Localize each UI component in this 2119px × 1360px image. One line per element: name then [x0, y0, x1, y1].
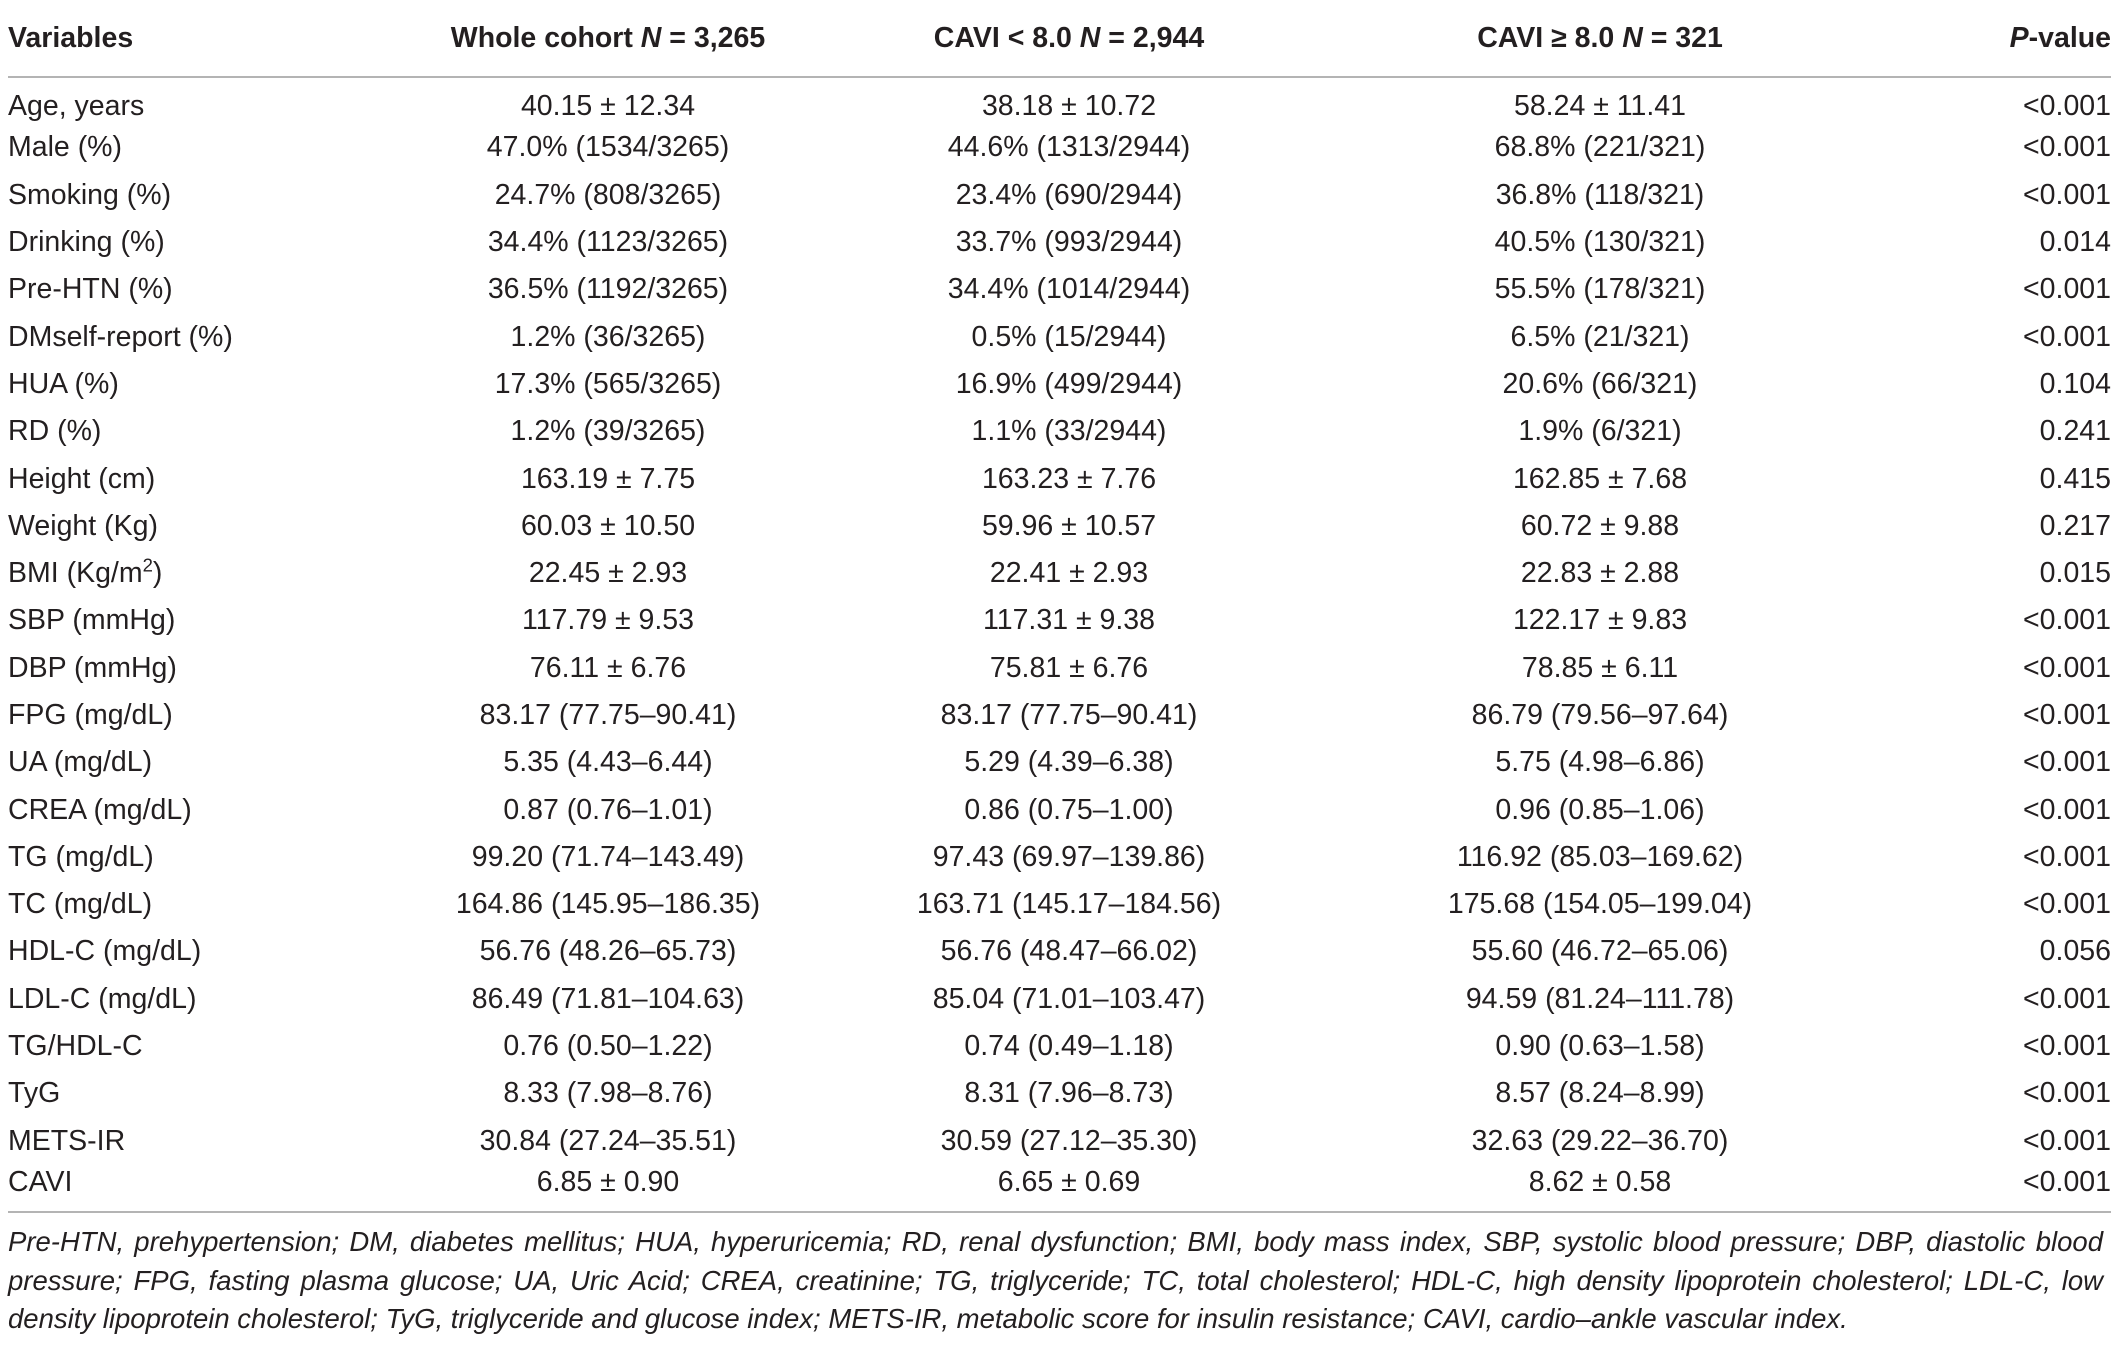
- cell-p-value: <0.001: [2023, 1077, 2111, 1110]
- cell-variable: Height (cm): [8, 462, 156, 495]
- cell-p-value: 0.056: [2039, 935, 2111, 968]
- cell-variable: TG/HDL-C: [8, 1030, 143, 1063]
- cell-cavi-low: 59.96 ± 10.57: [981, 509, 1157, 542]
- cell-cavi-high: 94.59 (81.24–111.78): [1465, 982, 1735, 1015]
- cell-cavi-high: 40.5% (130/321): [1494, 226, 1706, 259]
- table-footnote: Pre-HTN, prehypertension; DM, diabetes mellitus; HUA, hyperuricemia; RD, renal dysfunction; BMI, body mass index, SBP, systolic blood pressure; DBP, diastolic blood pressure; FPG, fasting plasma glucose; UA, Uric Acid; CREA, creatinine; TG, triglyceride; TC, total cholesterol; HDL-C, high density lipoprotein cholesterol; LDL-C, low density lipoprotein cholesterol; TyG, triglyceride and glucose index; METS-IR, metabolic score for insulin resistance; CAVI, cardio–ankle vascular index.: [8, 1226, 2103, 1335]
- table-row: [8, 172, 2111, 219]
- cell-cavi-low: 22.41 ± 2.93: [989, 557, 1149, 590]
- table-row: [8, 1118, 2111, 1165]
- cell-cavi-high: 20.6% (66/321): [1502, 367, 1698, 400]
- cell-p-value: <0.001: [2023, 320, 2111, 353]
- cell-p-value: 0.217: [2039, 509, 2111, 542]
- baseline-characteristics-table: [8, 0, 2111, 1213]
- table-row: [8, 645, 2111, 692]
- cell-variable: DMself-report (%): [8, 320, 233, 353]
- table-row: [8, 219, 2111, 266]
- cell-whole-cohort: 99.20 (71.74–143.49): [471, 840, 745, 873]
- cell-p-value: <0.001: [2023, 651, 2111, 684]
- header-whole-cohort: Whole cohort N = 3,265: [450, 21, 766, 54]
- cell-variable: Age, years: [8, 89, 145, 122]
- cell-whole-cohort: 34.4% (1123/3265): [487, 226, 729, 259]
- cell-variable: Weight (Kg): [8, 509, 158, 542]
- cell-cavi-low: 33.7% (993/2944): [955, 226, 1183, 259]
- cell-variable: DBP (mmHg): [8, 651, 177, 684]
- table-row: [8, 550, 2111, 597]
- cell-whole-cohort: 36.5% (1192/3265): [487, 273, 729, 306]
- cell-p-value: <0.001: [2023, 1030, 2111, 1063]
- table-header-row: [8, 0, 2111, 77]
- cell-cavi-high: 86.79 (79.56–97.64): [1471, 699, 1729, 731]
- cell-p-value: <0.001: [2023, 746, 2111, 779]
- table-row: [8, 597, 2111, 644]
- cell-whole-cohort: 47.0% (1534/3265): [486, 131, 730, 164]
- cell-cavi-low: 5.29 (4.39–6.38): [964, 746, 1174, 779]
- cell-p-value: <0.001: [2023, 982, 2111, 1015]
- cell-p-value: 0.014: [2039, 226, 2111, 259]
- cell-p-value: <0.001: [2023, 699, 2111, 731]
- cell-cavi-low: 6.65 ± 0.69: [997, 1166, 1141, 1199]
- table-row: [8, 834, 2111, 881]
- table-row: [8, 266, 2111, 313]
- cell-cavi-low: 56.76 (48.47–66.02): [940, 935, 1198, 968]
- cell-cavi-high: 0.90 (0.63–1.58): [1495, 1030, 1705, 1063]
- cell-whole-cohort: 8.33 (7.98–8.76): [503, 1077, 713, 1110]
- cell-cavi-low: 30.59 (27.12–35.30): [940, 1124, 1198, 1157]
- cell-p-value: 0.015: [2039, 557, 2111, 590]
- cell-cavi-high: 0.96 (0.85–1.06): [1495, 793, 1705, 826]
- cell-whole-cohort: 0.87 (0.76–1.01): [503, 793, 713, 826]
- cell-p-value: <0.001: [2023, 840, 2111, 873]
- cell-p-value: <0.001: [2023, 888, 2111, 921]
- cell-whole-cohort: 1.2% (39/3265): [510, 415, 706, 448]
- cell-variable: Male (%): [8, 131, 123, 164]
- cell-whole-cohort: 40.15 ± 12.34: [520, 89, 696, 122]
- cell-variable: BMI $(Kg/m^2)$: [8, 554, 163, 590]
- cell-variable: LDL-C (mg/dL): [8, 982, 197, 1015]
- cell-cavi-high: 36.8% (118/321): [1495, 178, 1705, 211]
- table-row: [8, 408, 2111, 455]
- cell-variable: Smoking (%): [8, 178, 172, 211]
- table-row: [8, 124, 2111, 171]
- cell-variable: FPG (mg/dL): [8, 699, 173, 731]
- cell-variable: HUA (%): [8, 367, 119, 400]
- cell-p-value: 0.415: [2039, 462, 2111, 495]
- cell-cavi-high: 55.5% (178/321): [1494, 273, 1706, 306]
- table-row: [8, 928, 2111, 975]
- cell-p-value: 0.241: [2039, 415, 2111, 448]
- table-row: [8, 1070, 2111, 1117]
- cell-cavi-high: 8.57 (8.24–8.99): [1495, 1077, 1705, 1110]
- cell-variable: UA (mg/dL): [8, 746, 153, 779]
- table-row: [8, 786, 2111, 833]
- cell-p-value: <0.001: [2023, 273, 2111, 306]
- cell-p-value: <0.001: [2023, 1124, 2111, 1157]
- cell-whole-cohort: 1.2% (36/3265): [510, 320, 706, 353]
- cell-whole-cohort: 56.76 (48.26–65.73): [479, 935, 737, 968]
- cell-variable: CAVI: [8, 1166, 73, 1199]
- table-row: [8, 77, 2111, 124]
- cell-variable: RD (%): [8, 415, 102, 448]
- cell-variable: TyG: [8, 1077, 61, 1110]
- cell-cavi-high: 162.85 ± 7.68: [1512, 462, 1688, 495]
- cell-cavi-high: 58.24 ± 11.41: [1513, 89, 1686, 122]
- cell-whole-cohort: 76.11 ± 6.76: [529, 651, 687, 684]
- cell-cavi-high: 1.9% (6/321): [1518, 415, 1682, 448]
- cell-cavi-high: 68.8% (221/321): [1494, 131, 1706, 164]
- cell-cavi-high: 55.60 (46.72–65.06): [1471, 935, 1729, 968]
- cell-cavi-low: 163.71 (145.17–184.56): [916, 888, 1222, 921]
- cell-variable: CREA (mg/dL): [8, 793, 192, 826]
- cell-cavi-low: 75.81 ± 6.76: [989, 651, 1149, 684]
- cell-cavi-low: 34.4% (1014/2944): [947, 273, 1191, 306]
- cell-cavi-low: 23.4% (690/2944): [955, 178, 1183, 211]
- cell-whole-cohort: 5.35 (4.43–6.44): [503, 746, 713, 779]
- cell-p-value: <0.001: [2023, 178, 2111, 211]
- table-row: [8, 361, 2111, 408]
- cell-variable: TC (mg/dL): [8, 888, 153, 921]
- cell-cavi-high: 5.75 (4.98–6.86): [1495, 746, 1705, 779]
- cell-variable: HDL-C (mg/dL): [8, 935, 202, 968]
- cell-cavi-high: 22.83 ± 2.88: [1520, 557, 1680, 590]
- header-variables: Variables: [8, 21, 134, 54]
- table-row: [8, 503, 2111, 550]
- cell-whole-cohort: 22.45 ± 2.93: [528, 557, 688, 590]
- table-row: [8, 1165, 2111, 1212]
- cell-variable: METS-IR: [8, 1124, 126, 1157]
- cell-cavi-high: 116.92 (85.03–169.62): [1456, 840, 1744, 873]
- cell-whole-cohort: 86.49 (71.81–104.63): [471, 982, 745, 1015]
- cell-cavi-low: 85.04 (71.01–103.47): [932, 982, 1206, 1015]
- cell-variable: Drinking (%): [8, 226, 165, 259]
- cell-cavi-low: 38.18 ± 10.72: [981, 89, 1157, 122]
- cell-cavi-high: 175.68 (154.05–199.04): [1447, 888, 1753, 921]
- cell-whole-cohort: 30.84 (27.24–35.51): [479, 1124, 737, 1157]
- table-row: [8, 455, 2111, 502]
- cell-variable: TG (mg/dL): [8, 840, 154, 873]
- table-body: [8, 77, 2111, 1212]
- cell-whole-cohort: 164.86 (145.95–186.35): [455, 888, 761, 921]
- cell-cavi-high: 78.85 ± 6.11: [1521, 651, 1679, 684]
- cell-cavi-high: 6.5% (21/321): [1510, 320, 1690, 353]
- cell-p-value: <0.001: [2023, 604, 2111, 637]
- table-row: [8, 881, 2111, 928]
- cell-p-value: 0.104: [2039, 367, 2111, 400]
- cell-p-value: <0.001: [2023, 89, 2111, 122]
- cell-whole-cohort: 83.17 (77.75–90.41): [479, 699, 737, 731]
- cell-whole-cohort: 6.85 ± 0.90: [536, 1166, 680, 1199]
- cell-p-value: <0.001: [2023, 1166, 2111, 1199]
- cell-cavi-low: 97.43 (69.97–139.86): [932, 840, 1206, 873]
- cell-whole-cohort: 60.03 ± 10.50: [520, 509, 696, 542]
- cell-cavi-low: 83.17 (77.75–90.41): [940, 699, 1198, 731]
- cell-cavi-high: 8.62 ± 0.58: [1528, 1166, 1672, 1199]
- table-row: [8, 976, 2111, 1023]
- cell-whole-cohort: 0.76 (0.50–1.22): [503, 1030, 713, 1063]
- cell-cavi-low: 1.1% (33/2944): [971, 415, 1167, 448]
- cell-cavi-low: 163.23 ± 7.76: [981, 462, 1157, 495]
- cell-cavi-low: 44.6% (1313/2944): [947, 131, 1191, 164]
- header-cavi-high: CAVI ≥ 8.0 N = 321: [1477, 21, 1723, 54]
- cell-cavi-low: 0.86 (0.75–1.00): [964, 793, 1174, 826]
- cell-p-value: <0.001: [2023, 131, 2111, 164]
- cell-cavi-low: 0.74 (0.49–1.18): [964, 1030, 1174, 1063]
- cell-cavi-low: 8.31 (7.96–8.73): [964, 1077, 1174, 1110]
- table-row: [8, 313, 2111, 360]
- cell-whole-cohort: 117.79 ± 9.53: [521, 604, 694, 637]
- table-row: [8, 739, 2111, 786]
- cell-cavi-low: 0.5% (15/2944): [971, 320, 1167, 353]
- cell-cavi-high: 122.17 ± 9.83: [1512, 604, 1688, 637]
- cell-whole-cohort: 24.7% (808/3265): [494, 178, 722, 211]
- table-row: [8, 692, 2111, 739]
- cell-cavi-low: 16.9% (499/2944): [955, 367, 1183, 400]
- cell-variable: Pre-HTN (%): [8, 273, 173, 306]
- cell-cavi-high: 60.72 ± 9.88: [1520, 509, 1680, 542]
- table-row: [8, 1023, 2111, 1070]
- cell-whole-cohort: 163.19 ± 7.75: [520, 462, 696, 495]
- cell-p-value: <0.001: [2023, 793, 2111, 826]
- header-p-value: P-value: [2009, 21, 2111, 54]
- cell-variable: SBP (mmHg): [8, 604, 176, 637]
- header-cavi-low: CAVI < 8.0 N = 2,944: [933, 21, 1205, 54]
- cell-cavi-high: 32.63 (29.22–36.70): [1471, 1124, 1729, 1157]
- cell-cavi-low: 117.31 ± 9.38: [982, 604, 1155, 637]
- cell-whole-cohort: 17.3% (565/3265): [494, 367, 722, 400]
